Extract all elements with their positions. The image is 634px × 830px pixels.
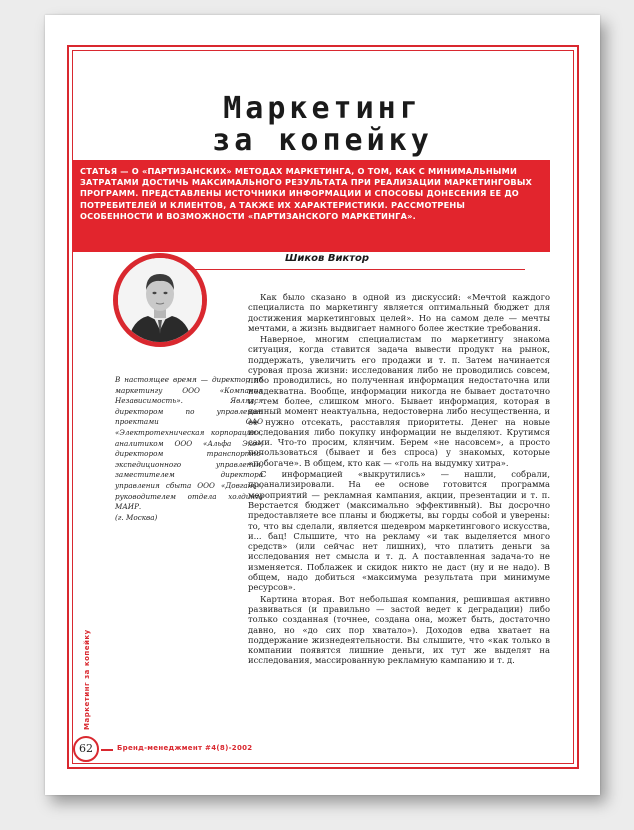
- author-bio: [115, 375, 263, 523]
- body-paragraph: Наверное, многим специалистам по маркетингу знакома ситуация, когда ставится задача вывести продукт на рынок, поддержать, увеличить его продажи и т. п. Затем начинается суровая проза жизни: исследования либо не проводились совсем, либо проводились, но полученная информация недостаточна или неадекватна. Вообще, информации никогда не бывает достаточно и, тем более, слишком много. Бывает информация, которая в данный момент неактуальна, недостоверна либо несущественна, и ее нужно отсекать, расставляя приоритеты. Денег на новые исследования либо покупку информации не выделяют. Крутимся сами. Что-то просим, клянчим. Берем «не насовсем», а просто попользоваться (бывает и без спроса) у знакомых, которые «побогаче». В общем, кто как — «голь на выдумку хитра».: [248, 334, 550, 468]
- article-title-line1: Маркетинг: [223, 91, 422, 126]
- author-name: Шиков Виктор: [285, 253, 370, 264]
- article-lead: СТАТЬЯ — О «ПАРТИЗАНСКИХ» МЕТОДАХ МАРКЕТИНГА, О ТОМ, КАК С МИНИМАЛЬНЫМИ ЗАТРАТАМИ ДОСТИЧЬ МАКСИМАЛЬНОГО РЕЗУЛЬТАТА ПРИ РЕАЛИЗАЦИИ МАРКЕТИНГОВЫХ ПРОГРАММ. ПРЕДСТАВЛЕНЫ ИСТОЧНИКИ ИНФОРМАЦИИ И СПОСОБЫ ДОНЕСЕНИЯ ЕЕ ДО ПОТРЕБИТЕЛЕЙ И КЛИЕНТОВ, А ТАКЖЕ ИХ ХАРАКТЕРИСТИКИ. РАССМОТРЕНЫ ОСОБЕННОСТИ И ВОЗМОЖНОСТИ «ПАРТИЗАНСКОГО МАРКЕТИНГА».: [72, 160, 550, 252]
- author-bio-text: В настоящее время — директор по маркетингу ООО «Компания Независимость». Являлся директором по управлению проектами ОАО «Электротехническая корпорация», аналитиком ООО «Альфа Эко», директором транспортно-экспедиционного управления, заместителем директора управления сбыта ООО «Довгань», руководителем отдела холдинга МАИР.: [115, 375, 263, 512]
- author-photo: [113, 253, 207, 347]
- author-bio-city: (г. Москва): [115, 512, 158, 522]
- author-portrait-icon: [118, 258, 202, 342]
- body-paragraph: Картина вторая. Вот небольшая компания, решившая активно развиваться (и правильно — застой ведет к деградации) либо только созданная (точнее, создана она, может быть, достаточно давно, но «до сих пор хватало»). Доходов едва хватает на поддержание жизнедеятельности. Вы слышите, что «как только в компании появятся лишние деньги, их тут же выделят на исследования, массированную рекламную кампанию и т. д.: [248, 593, 550, 666]
- footer-divider: [101, 749, 113, 751]
- body-paragraph: Как было сказано в одной из дискуссий: «Мечтой каждого специалиста по маркетингу является оптимальный бюджет для достижения маркетинговых целей». Но на самом деле — мечты мечтами, а жизнь выдвигает намного более жесткие требования.: [248, 292, 550, 333]
- footer-journal: Бренд-менеджмент #4(8)-2002: [117, 744, 253, 752]
- side-section-label: Маркетинг за копейку: [83, 629, 91, 730]
- page-number: 62: [73, 736, 99, 762]
- article-title-line2: за копейку: [212, 123, 433, 158]
- magazine-page: [45, 15, 600, 795]
- body-paragraph: С информацией «выкрутились» — нашли, собрали, проанализировали. На ее основе готовится программа мероприятий — рекламная кампания, акции, презентации и т. п. Верстается бюджет (максимально эффективный). Вы досрочно предоставляете все планы и бюджеты, вы горды собой и уверены: то, что вы сделали, является шедевром маркетингового искусства, и... бац! Слышите, что на рекламу «и так выделяется много средств» (или сейчас нет лишних), что платить деньги за исследования нет смысла и т. д. А поставленная задача-то не изменяется. Поблажек и скидок никто не даст (ну и не надо). В общем, надо добиться «максимума результата при минимуме ресурсов».: [248, 469, 550, 593]
- article-body: [248, 292, 550, 667]
- author-divider: [195, 269, 525, 270]
